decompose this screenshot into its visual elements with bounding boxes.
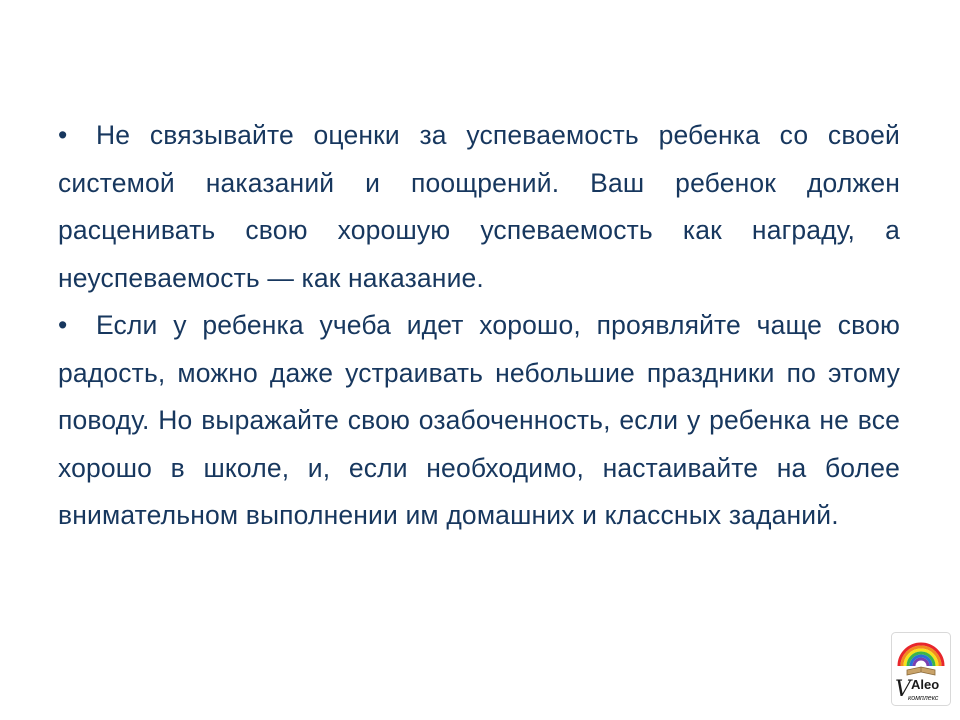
valeo-logo [891,632,951,706]
bullet-text: Если у ребенка учеба идет хорошо, проявляйте чаще свою радость, можно даже устраивать небольшие праздники по этому поводу. Но выражайте свою озабоченность, если у ребенка не все хорошо в школе, и, если необходимо, настаивайте на более внимательном выполнении им домашних и классных заданий. [58,310,900,530]
bullet-text: Не связывайте оценки за успеваемость ребенка со своей системой наказаний и поощрений. Ваш ребенок должен расценивать свою хорошую успеваемость как награду, а неуспеваемость — как наказание. [58,120,900,293]
bullet-item-2 [58,302,900,540]
logo-letter-v: V [895,677,911,702]
logo-brand-text: Aleo [911,677,940,692]
logo-subtext: комплекс [908,695,939,702]
bullet-list [58,112,900,540]
bullet-item-1 [58,112,900,302]
bullet-mark: • [58,310,68,340]
rainbow-book-icon [891,632,951,706]
bullet-mark: • [58,120,68,150]
